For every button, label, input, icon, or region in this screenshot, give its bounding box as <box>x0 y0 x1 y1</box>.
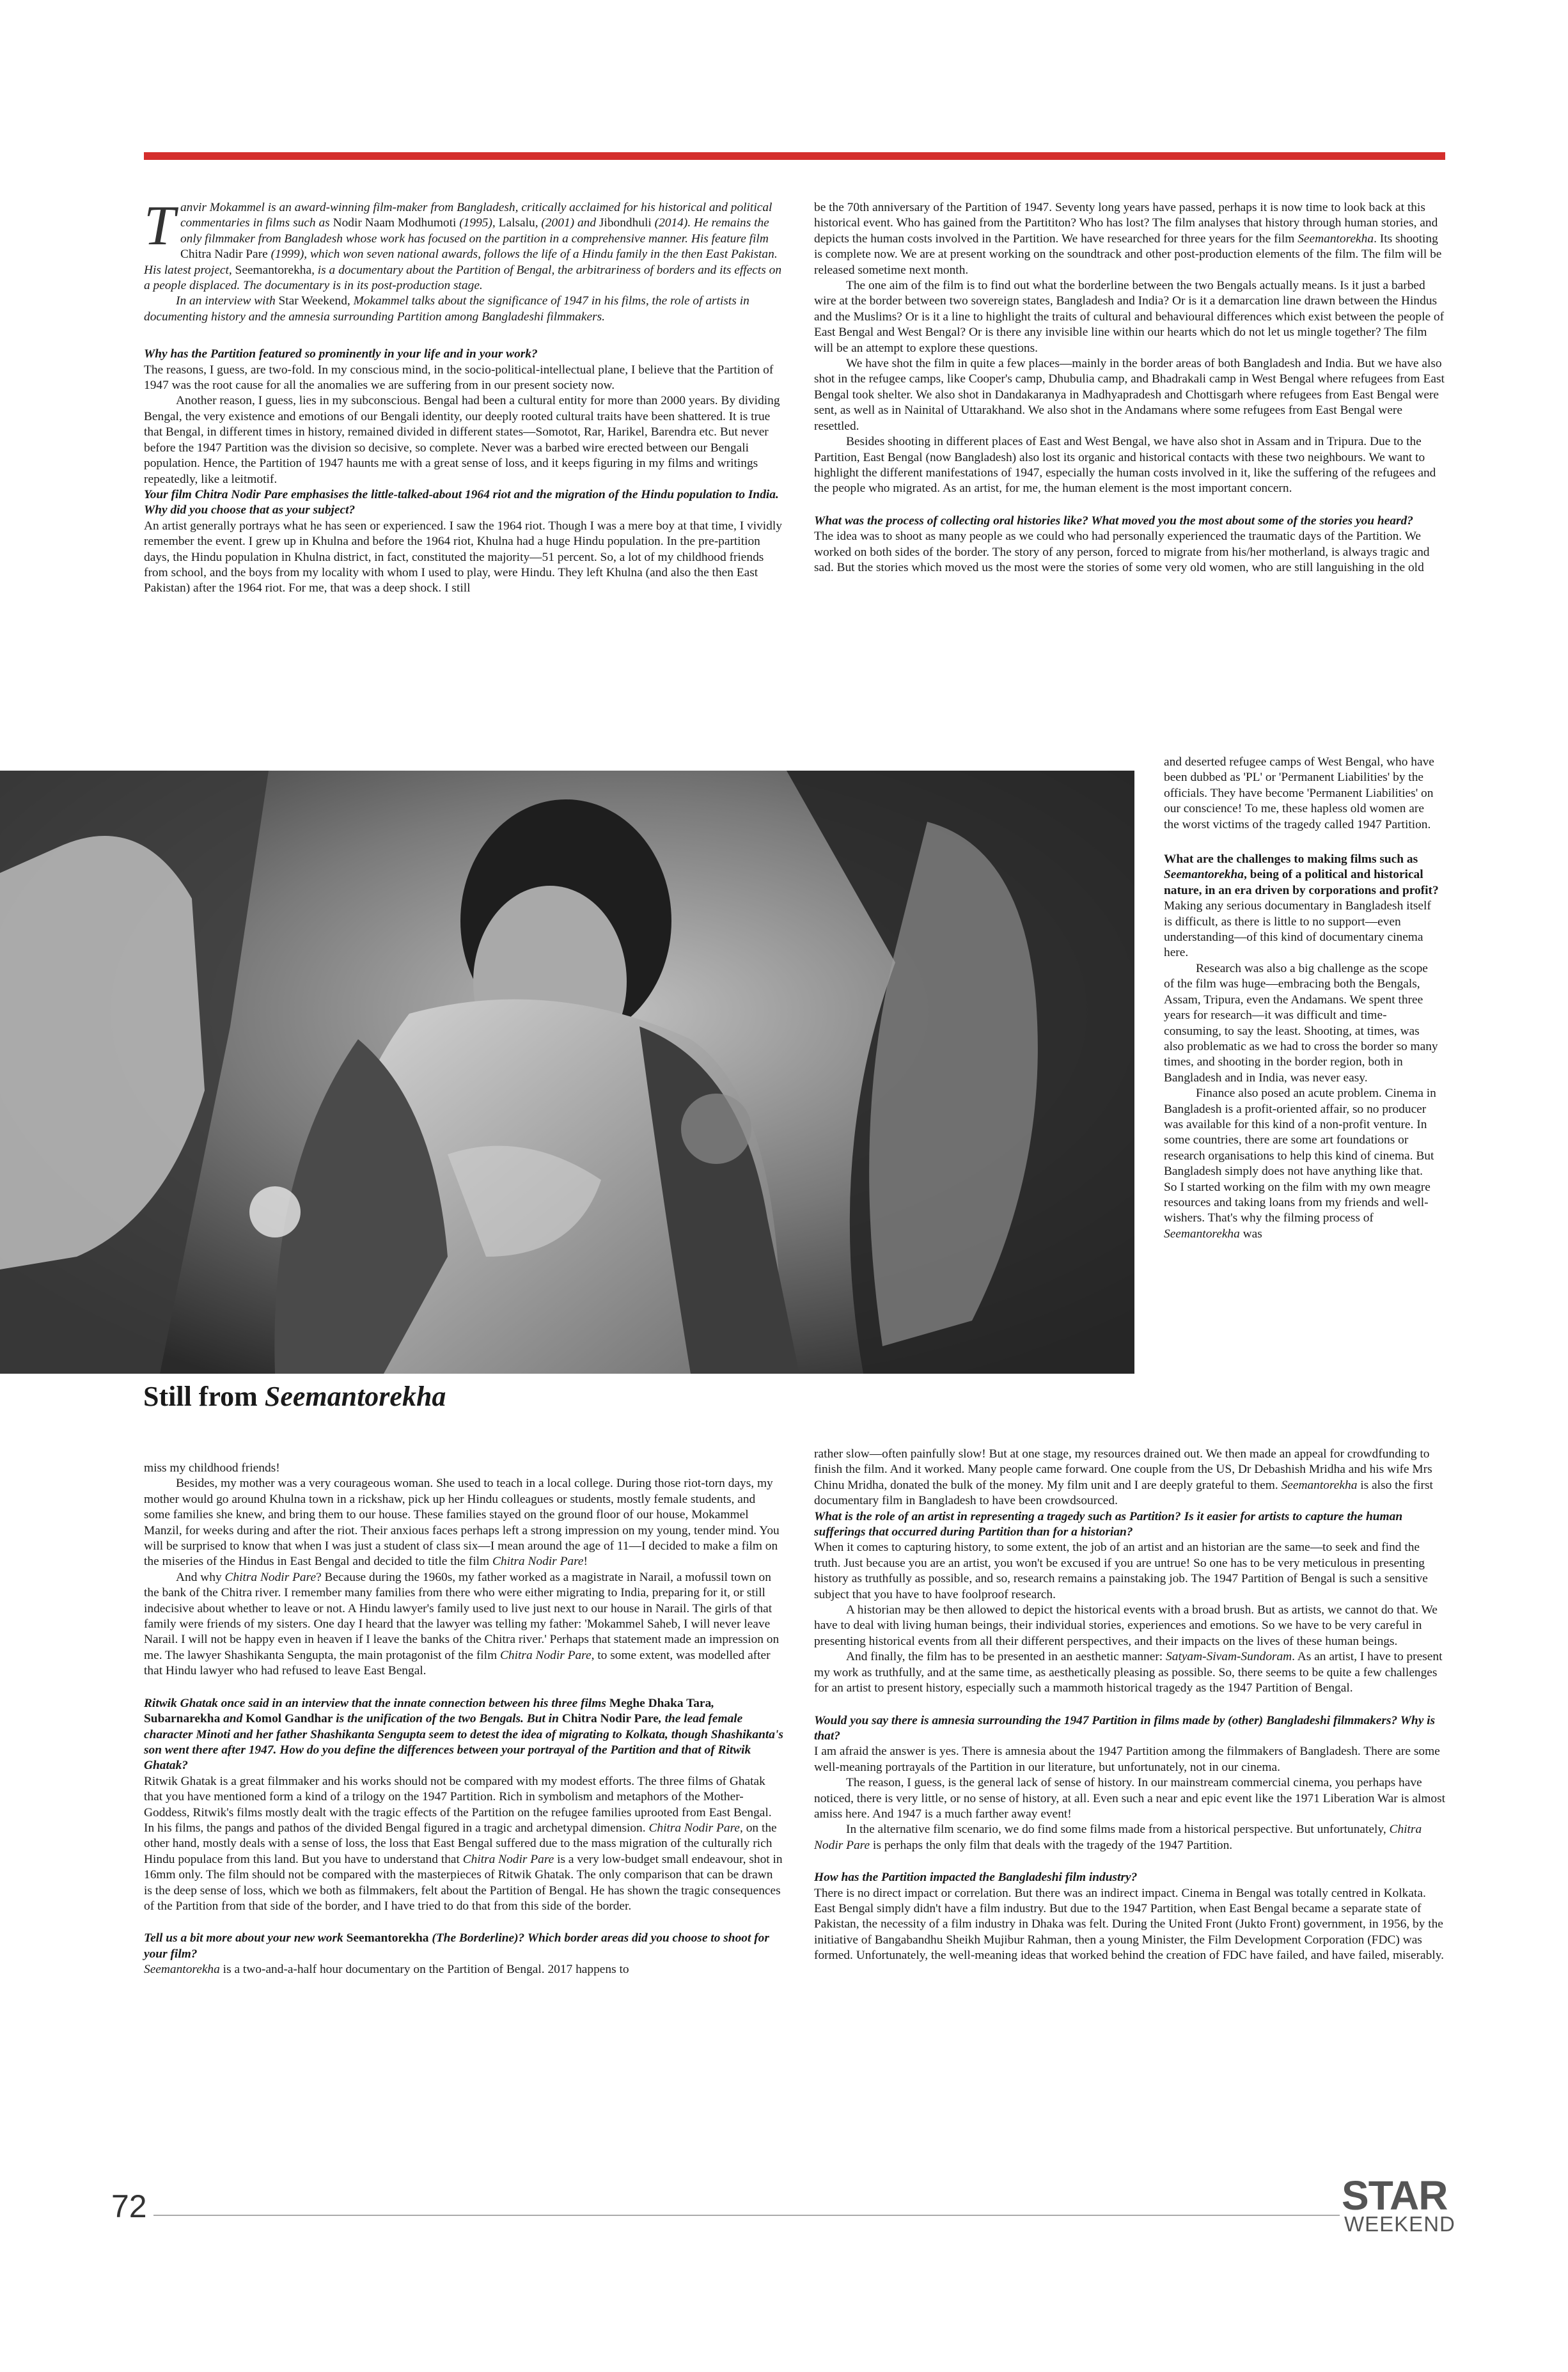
film-still-image <box>0 771 1134 1374</box>
answer-paragraph: We have shot the film in quite a few places—mainly in the border areas of both Bangladesh and India. But we have also shot in the refugee camps, like Cooper's camp, Dhubulia camp, and Bhadrakali camp in West Bengal where refugees from East Bengal took shelter. We also shot in Dandakaranya in Madhyapradesh and Chottisgarh where refugees from East Bengal were sent, as well as in Nainital of Uttarakhand. We also shot in the Andamans where some refugees from East Bengal were resettled. <box>814 357 1445 433</box>
answer-paragraph: The idea was to shoot as many people as we could who had personally experienced the traumatic days of the Partition. We worked on both sides of the border. The story of any person, forced to migrate from his/her motherland, is always tragic and sad. But the stories which moved us the most were the stories of some very old women, who are still languishing in the old <box>814 530 1430 574</box>
answer-paragraph: miss my childhood friends! <box>144 1461 280 1475</box>
answer-paragraph: Finance also posed an acute problem. Cinema in Bangladesh is a profit-oriented affair, so no producer was available for this kind of a non-profit venture. In some countries, there are some art foundations or research organisations to help this kind of cinema. But Bangladesh simply does not have anything like that. So I started working on the film with my own meagre resources and taking loans from my friends and well-wishers. That's why the filming process of Seemantorekha was <box>1164 1087 1436 1241</box>
answer-paragraph: In the alternative film scenario, we do find some films made from a historical perspective. But unfortunately, Chitra Nodir Pare is perhaps the only film that deals with the tragedy of the 1947 Partition. <box>814 1823 1422 1852</box>
question-4: What are the challenges to making films such as Seemantorekha, being of a political and historical nature, in an era driven by corporations and profit? <box>1164 852 1439 897</box>
answer-paragraph: The reasons, I guess, are two-fold. In my conscious mind, in the socio-political-intellectual plane, I believe that the Partition of 1947 was the root cause for all the anomalies we are suffering from in our present society now. <box>144 363 774 393</box>
question-6: Tell us a bit more about your new work Seemantorekha (The Borderline)? Which border areas did you choose to shoot for your film? <box>144 1931 769 1961</box>
footer-rule <box>153 2215 1340 2216</box>
question-1: Why has the Partition featured so prominently in your life and in your work? <box>144 347 538 361</box>
column-right-narrow <box>1164 755 1439 1242</box>
column-right-top <box>814 200 1447 576</box>
page-number: 72 <box>111 2188 147 2224</box>
question-5: Ritwik Ghatak once said in an interview that the innate connection between his three films Meghe Dhaka Tara, Subarnarekha and Komol Gandhar is the unification of the two Bengals. But in Chitra Nodir Pare, the lead female character Minoti and her father Shashikanta Sengupta seem to detest the idea of migrating to Kolkata, though Shashikanta's son went there after 1947. How do you define the differences between your portrayal of the Partition and that of Ritwik Ghatak? <box>144 1696 783 1773</box>
answer-paragraph: And why Chitra Nodir Pare? Because during the 1960s, my father worked as a magistrate in Narail, a mofussil town on the bank of the Chitra river. I remember many families from there who were either migrating to India, preparing for it, or still indecisive about whether to leave or not. A Hindu lawyer's family used to live just next to our house in Narail. The girls of that family were friends of my sisters. One day I heard that the lawyer was telling my father: 'Mokammel Saheb, I will never leave Narail. I will not be happy even in heaven if I leave the banks of the Chitra river.' Perhaps that statement made an impression on me. The lawyer Shashikanta Sengupta, the main protagonist of the film Chitra Nodir Pare, to some extent, was modelled after that Hindu lawyer who had refused to leave East Bengal. <box>144 1570 780 1678</box>
question-3: What was the process of collecting oral histories like? What moved you the most about some of the stories you heard? <box>814 514 1413 528</box>
brand-logo-weekend: WEEKEND <box>1344 2212 1455 2236</box>
answer-paragraph: be the 70th anniversary of the Partition of 1947. Seventy long years have passed, perhaps it is now time to look back at this historical event. Who has gained from the Partititon? Who has lost? The film analyses that history through human stories, and depicts the human costs involved in the Partition. We have researched for three years for the film Seemantorekha. Its shooting is complete now. We are at present working on the soundtrack and other post-production elements of the film. The film will be released sometime next month. <box>814 201 1442 277</box>
answer-paragraph: Making any serious documentary in Bangladesh itself is difficult, as there is little to no support—even understanding—of this kind of documentary cinema here. <box>1164 899 1431 960</box>
column-left-bottom <box>144 1461 783 1978</box>
answer-paragraph: Seemantorekha is a two-and-a-half hour documentary on the Partition of Bengal. 2017 happens to <box>144 1963 629 1977</box>
answer-paragraph: Research was also a big challenge as the scope of the film was huge—embracing both the Bengals, Assam, Tripura, even the Andamans. We spent three years for research—it was difficult and time-consuming, to say the least. Shooting, at times, was also problematic as we had to cross the border so many times, and shooting in the border region, both in Bangladesh and in India, was never easy. <box>1164 961 1438 1085</box>
answer-paragraph: and deserted refugee camps of West Bengal, who have been dubbed as 'PL' or 'Permanent Liabilities' by the officials. They have become 'Permanent Liabilities' on our conscience! To me, these hapless old women are the worst victims of the tragedy called 1947 Partition. <box>1164 755 1434 831</box>
answer-paragraph: When it comes to capturing history, to some extent, the job of an artist and an historian are the same—to seek and find the truth. Just because you are an artist, you won't be excused if you are untrue! So one has to be very meticulous in presenting history as truthfully as possible, and so, research remains a painstaking job. The 1947 Partition of Bengal is such a sensitive subject that you have to have foolproof research. <box>814 1541 1428 1601</box>
answer-paragraph: The one aim of the film is to find out what the borderline between the two Bengals actually means. Is it just a barbed wire at the border between two sovereign states, Bangladesh and India? Or is it a demarcation line drawn between the Hindus and the Muslims? Or is it a line to highlight the traits of cultural and behavioural differences which exist between the people of East Bengal and West Bengal? Or is there any invisible line within our hearts which do not let us mingle together? The film will be an attempt to explore these questions. <box>814 279 1445 355</box>
answer-paragraph: A historian may be then allowed to depict the historical events with a broad brush. But as artists, we cannot do that. We have to deal with living human beings, their individual stories, experiences and emotions. So we have to be very careful in presenting historical events from all their different perspectives, and their impacts on the lives of these human beings. <box>814 1603 1438 1648</box>
drop-cap: T <box>144 195 175 257</box>
answer-paragraph: The reason, I guess, is the general lack of sense of history. In our mainstream commercial cinema, you perhaps have noticed, there is very little, or no sense of history, at all. Even such a near and epic event like the 1971 Liberation War is almost amiss here. And 1947 is a much farther away event! <box>814 1776 1446 1821</box>
photo-caption: Still from Seemantorekha <box>143 1381 446 1412</box>
answer-paragraph: Ritwik Ghatak is a great filmmaker and his works should not be compared with my modest efforts. The three films of Ghatak that you have mentioned form a kind of a trilogy on the 1947 Partition. Rich in symbolism and metaphors of the Mother-Goddess, Ritwik's films mostly dealt with the tragic effects of the Partition on the refugee families uprooted from East Bengal. In his films, the pangs and pathos of the divided Bengal figured in a tragic and archetypal dimension. Chitra Nodir Pare, on the other hand, mostly deals with a sense of loss, the loss that East Bengal suffered due to the mass migration of the culturally rich Hindu populace from this land. But you have to understand that Chitra Nodir Pare is a very low-budget small endeavour, shot in 16mm only. The film should not be compared with the masterpieces of Ritwik Ghatak. The only comparison that can be drawn is the deep sense of loss, which we both as filmmakers, felt about the Partition of Bengal. He has shown the tragic consequences of the Partition from that side of the border, and I have tried to do that from this side of the border. <box>144 1774 783 1913</box>
answer-paragraph: Besides shooting in different places of East and West Bengal, we have also shot in Assam and in Tripura. Due to the Partition, East Bengal (now Bangladesh) also lost its organic and historical contacts with these two neighbours. We want to highlight the different manifestations of 1947, especially the human costs involved in it, like the suffering of the refugees and the people who migrated. As an artist, for me, the human element is the most important concern. <box>814 435 1436 496</box>
column-left-top <box>144 195 783 597</box>
answer-paragraph: Another reason, I guess, lies in my subconscious. Bengal had been a cultural entity for more than 2000 years. By dividing Bengal, the very existence and emotions of our Bengali identity, our deeply rooted cultural traits have been shattered. It is true that Bengal, in different times in history, remained divided in different states—Somotot, Rar, Harikel, Barendra etc. But never before the 1947 Partition was the division so decisive, so complete. Never was a barbed wire erected between our Bengali population. Hence, the Partition of 1947 haunts me with a great sense of loss, and it keeps figuring in my films and writings repeatedly, like a leitmotif. <box>144 394 780 486</box>
answer-paragraph: And finally, the film has to be presented in an aesthetic manner: Satyam-Sivam-Sundoram. As an artist, I have to present my work as truthfully, and at the same time, as aesthetically pleasing as possible. So, there seems to be quite a few challenges for an artist to present history, especially such a mammoth historical tragedy as the 1947 Partition of Bengal. <box>814 1650 1443 1695</box>
film-still-photo <box>0 771 1134 1374</box>
intro-paragraph-2: In an interview with Star Weekend, Mokammel talks about the significance of 1947 in his films, the role of artists in documenting history and the amnesia surrounding Partition among Bangladeshi filmmakers. <box>144 294 749 324</box>
intro-paragraph: Tanvir Mokammel is an award-winning film-maker from Bangladesh, critically acclaimed for his historical and political commentaries in films such as Nodir Naam Modhumoti (1995), Lalsalu, (2001) and Jibondhuli (2014). He remains the only filmmaker from Bangladesh whose work has focused on the partition in a comprehensive manner. His feature film Chitra Nadir Pare (1999), which won seven national awards, follows the life of a Hindu family in the then East Pakistan. His latest project, Seemantorekha, is a documentary about the Partition of Bengal, the arbitrariness of borders and its effects on a people displaced. The documentary is in its post-production stage. <box>144 195 782 293</box>
answer-paragraph: Besides, my mother was a very courageous woman. She used to teach in a local college. During those riot-torn days, my mother would go around Khulna town in a rickshaw, pick up her Hindu colleagues or students, mostly female students, and some families she knew, and bring them to our house. These families stayed on the ground floor of our house, Mokammel Manzil, for weeks during and after the riot. Their anxious faces perhaps left a strong impression on my young, tender mind. You will be surprised to know that when I was just a student of class six—I mean around the age of 11—I decided to make a film on the miseries of the Hindus in East Bengal and decided to title the film Chitra Nodir Pare! <box>144 1477 780 1569</box>
question-8: Would you say there is amnesia surrounding the 1947 Partition in films made by (other) Bangladeshi filmmakers? Why is that? <box>814 1713 1436 1743</box>
answer-paragraph: There is no direct impact or correlation. But there was an indirect impact. Cinema in Bengal was totally centred in Kolkata. East Bengal simply didn't have a film industry. But due to the 1947 Partition, when East Bengal became a separate state of Pakistan, the necessity of a film industry in Dhaka was felt. During the United Front (Jukto Front) government, in 1956, by the initiative of Bangabandhu Sheikh Mujibur Rahman, then a young Minister, the Film Development Corporation (FDC) was formed. Unfortunately, the well-meaning ideas that worked behind the creation of FDC have failed, and have failed, miserably. <box>814 1886 1444 1963</box>
question-2: Your film Chitra Nodir Pare emphasises the little-talked-about 1964 riot and the migration of the Hindu population to India. Why did you choose that as your subject? <box>144 487 779 517</box>
header-accent-bar <box>144 152 1445 160</box>
answer-paragraph: I am afraid the answer is yes. There is amnesia about the 1947 Partition among the filmmakers of Bangladesh. There are some well-meaning portrayals of the Partition in our literature, but unfortunately, not in our cinema. <box>814 1745 1440 1774</box>
column-right-bottom <box>814 1447 1447 1964</box>
brand-logo-star: STAR <box>1342 2172 1448 2219</box>
answer-paragraph: rather slow—often painfully slow! But at one stage, my resources drained out. We then made an appeal for crowdfunding to finish the film. And it worked. Many people came forward. One couple from the US, Dr Debashish Mridha and his wife Mrs Chinu Mridha, donated the bulk of the money. My film unit and I are deeply grateful to them. Seemantorekha is also the first documentary film in Bangladesh to have been crowdsourced. <box>814 1447 1433 1508</box>
answer-paragraph: An artist generally portrays what he has seen or experienced. I saw the 1964 riot. Though I was a mere boy at that time, I vividly remember the event. I grew up in Khulna and before the 1964 riot, Khulna had a huge Hindu population. In the pre-partition days, the Hindu population in Khulna district, in fact, constituted the majority—51 percent. So, a lot of my childhood friends from school, and the boys from my locality with whom I used to play, were Hindu. They left Khulna (and also the then East Pakistan) after the 1964 riot. For me, that was a deep shock. I still <box>144 519 782 595</box>
question-7: What is the role of an artist in representing a tragedy such as Partition? Is it easier for artists to capture the human sufferings that occurred during Partition than for a historian? <box>814 1509 1403 1539</box>
question-9: How has the Partition impacted the Bangladeshi film industry? <box>814 1871 1138 1885</box>
